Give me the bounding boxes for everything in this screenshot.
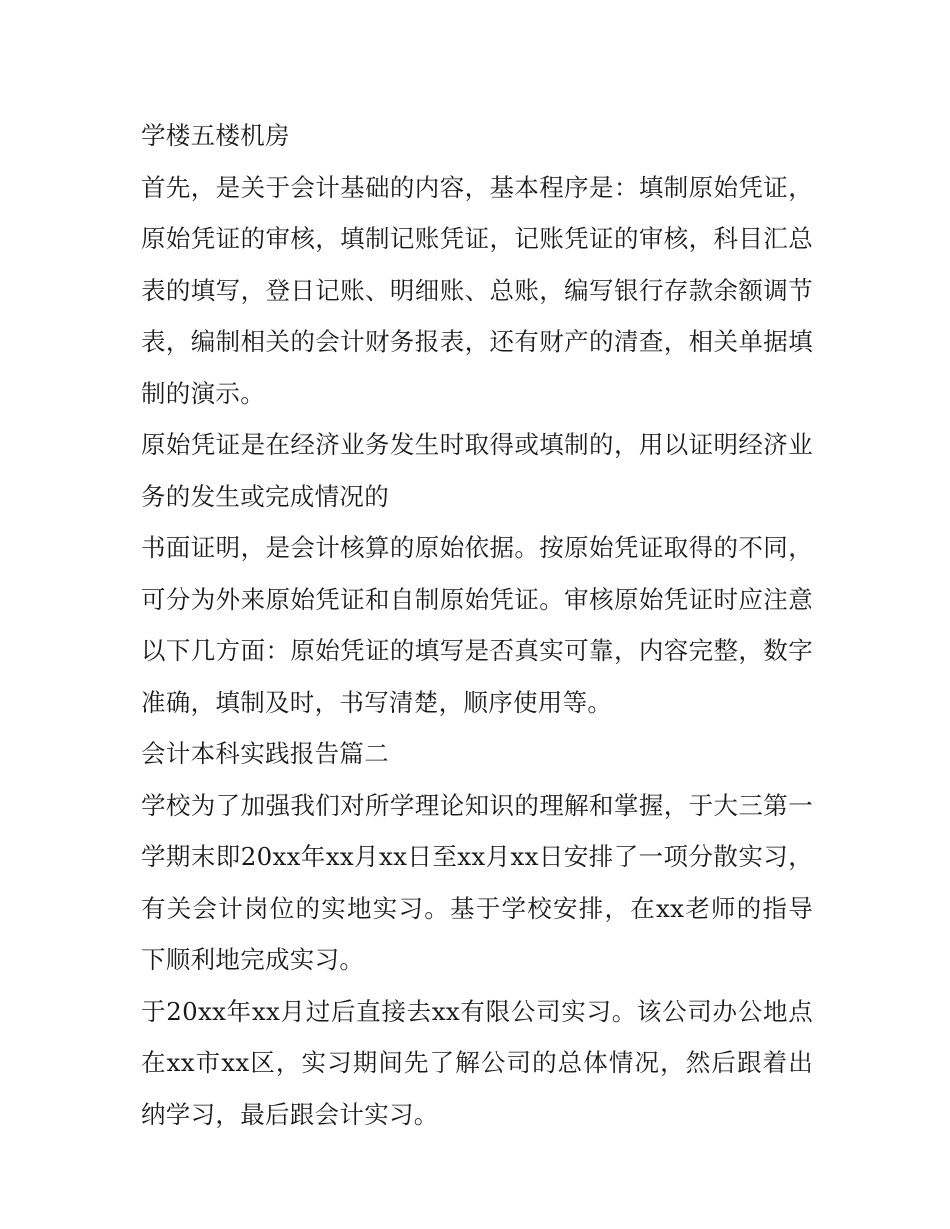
paragraph-voucher-review: 书面证明，是会计核算的原始依据。按原始凭证取得的不同，可分为外来原始凭证和自制原始凭证。审核原始凭证时应注意以下几方面：原始凭证的填写是否真实可靠，内容完整，数字准确，填制及时，书写清楚，顺序使用等。 [141, 533, 813, 717]
paragraph-internship-arrangement: 学校为了加强我们对所学理论知识的理解和掌握，于大三第一学期末即20xx年xx月xx日至xx月xx日安排了一项分散实习，有关会计岗位的实地实习。基于学校安排，在xx老师的指导下顺利地完成实习。 [141, 790, 813, 974]
paragraph-location: 学楼五楼机房 [141, 121, 290, 150]
paragraph-company-internship: 于20xx年xx月过后直接去xx有限公司实习。该公司办公地点在xx市xx区，实习期间先了解公司的总体情况，然后跟着出纳学习，最后跟会计实习。 [141, 996, 813, 1129]
paragraph-accounting-basics: 首先，是关于会计基础的内容，基本程序是：填制原始凭证，原始凭证的审核，填制记账凭证，记账凭证的审核，科目汇总表的填写，登日记账、明细账、总账，编写银行存款余额调节表，编制相关的会计财务报表，还有财产的清查，相关单据填制的演示。 [141, 172, 813, 408]
section-heading: 会计本科实践报告篇二 [141, 739, 389, 768]
document-body [141, 110, 813, 1140]
paragraph-original-voucher-definition: 原始凭证是在经济业务发生时取得或填制的，用以证明经济业务的发生或完成情况的 [141, 430, 813, 511]
